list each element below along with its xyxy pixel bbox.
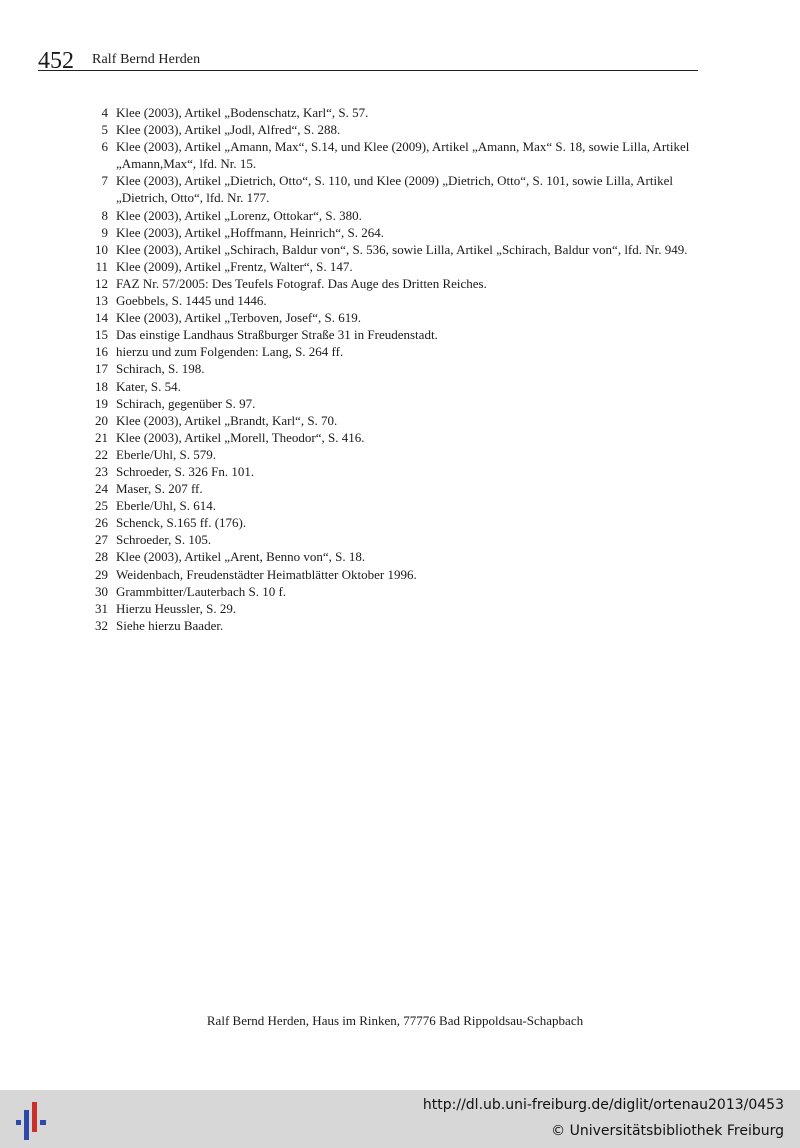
endnote-number: 9	[101, 224, 108, 240]
endnote-item	[84, 360, 700, 377]
endnote-item	[84, 326, 700, 343]
endnote-text: Schirach, gegenüber S. 97.	[116, 395, 256, 411]
endnote-number: 23	[95, 463, 108, 479]
endnote-number: 14	[95, 310, 108, 326]
endnote-text: Klee (2003), Artikel „Arent, Benno von“, S. 18.	[116, 549, 366, 565]
author-address: Ralf Bernd Herden, Haus im Rinken, 77776 Bad Rippoldsau-Schapbach	[206, 1013, 584, 1028]
endnote-text: Klee (2003), Artikel „Amann, Max“, S.14, und Klee (2009), Artikel „Amann, Max“ S. 18, sowie Lilla, Artikel „Amann,Max“, lfd. Nr. 15.	[116, 139, 690, 172]
endnote-item	[84, 463, 700, 480]
page-number: 452	[38, 48, 74, 74]
endnote-text: Eberle/Uhl, S. 579.	[116, 446, 217, 462]
header-divider	[38, 70, 698, 71]
endnote-text: Klee (2003), Artikel „Brandt, Karl“, S. 70.	[116, 412, 338, 428]
endnote-item	[84, 224, 700, 241]
endnote-item	[84, 412, 700, 429]
endnote-number: 28	[95, 549, 108, 565]
endnote-number: 31	[95, 600, 108, 616]
endnote-item	[84, 566, 700, 583]
endnote-item	[84, 583, 700, 600]
permalink-url[interactable]: http://dl.ub.uni-freiburg.de/diglit/ortenau2013/0453	[422, 1097, 784, 1113]
endnote-text: Klee (2003), Artikel „Terboven, Josef“, S. 619.	[116, 310, 361, 326]
endnote-number: 7	[101, 173, 108, 189]
endnote-number: 29	[95, 566, 108, 582]
endnote-text: Klee (2003), Artikel „Schirach, Baldur von“, S. 536, sowie Lilla, Artikel „Schirach, Baldur von“, lfd. Nr. 949.	[116, 241, 688, 257]
endnote-item	[84, 497, 700, 514]
endnote-text: Klee (2003), Artikel „Dietrich, Otto“, S. 110, und Klee (2009) „Dietrich, Otto“, S. 101, sowie Lilla, Artikel „Dietrich, Otto“, lfd. Nr. 177.	[116, 173, 673, 206]
endnote-number: 22	[95, 446, 108, 462]
running-head: Ralf Bernd Herden	[92, 52, 201, 67]
endnote-item	[84, 617, 700, 634]
endnote-number: 12	[95, 275, 108, 291]
ub-freiburg-logo-icon	[10, 1100, 52, 1140]
endnote-item	[84, 446, 700, 463]
endnote-text: Kater, S. 54.	[116, 378, 181, 394]
endnote-item	[84, 121, 700, 138]
endnote-text: Eberle/Uhl, S. 614.	[116, 498, 217, 514]
endnote-number: 13	[95, 293, 108, 309]
endnote-number: 16	[95, 344, 108, 360]
endnote-item	[84, 548, 700, 565]
endnote-text: Schenck, S.165 ff. (176).	[116, 515, 247, 531]
endnote-number: 24	[95, 481, 108, 497]
endnote-text: Goebbels, S. 1445 und 1446.	[116, 293, 267, 309]
endnotes-list	[84, 104, 700, 634]
endnote-text: Schirach, S. 198.	[116, 361, 205, 377]
endnote-item	[84, 258, 700, 275]
endnote-number: 11	[95, 258, 108, 274]
endnote-number: 8	[101, 207, 108, 223]
endnote-text: Hierzu Heussler, S. 29.	[116, 600, 237, 616]
endnote-number: 18	[95, 378, 108, 394]
endnote-text: Grammbitter/Lauterbach S. 10 f.	[116, 583, 287, 599]
endnote-item	[84, 172, 700, 206]
endnote-text: FAZ Nr. 57/2005: Des Teufels Fotograf. Das Auge des Dritten Reiches.	[116, 275, 487, 291]
endnote-number: 20	[95, 412, 108, 428]
endnote-text: Schroeder, S. 105.	[116, 532, 212, 548]
endnote-number: 30	[95, 583, 108, 599]
endnote-number: 32	[95, 617, 108, 633]
endnote-item	[84, 138, 700, 172]
endnote-item	[84, 378, 700, 395]
endnote-text: Klee (2003), Artikel „Lorenz, Ottokar“, S. 380.	[116, 207, 362, 223]
endnote-number: 27	[95, 532, 108, 548]
endnote-item	[84, 395, 700, 412]
endnote-text: Weidenbach, Freudenstädter Heimatblätter Oktober 1996.	[116, 566, 417, 582]
endnote-item	[84, 241, 700, 258]
endnote-text: hierzu und zum Folgenden: Lang, S. 264 ff.	[116, 344, 344, 360]
endnote-item	[84, 104, 700, 121]
endnote-number: 25	[95, 498, 108, 514]
endnote-item	[84, 343, 700, 360]
endnote-item	[84, 275, 700, 292]
endnote-text: Klee (2003), Artikel „Morell, Theodor“, S. 416.	[116, 429, 365, 445]
endnote-text: Klee (2003), Artikel „Jodl, Alfred“, S. 288.	[116, 122, 341, 138]
endnote-item	[84, 309, 700, 326]
library-footer-bar	[0, 1090, 800, 1148]
endnote-number: 10	[95, 241, 108, 257]
endnote-text: Maser, S. 207 ff.	[116, 481, 203, 497]
endnote-number: 26	[95, 515, 108, 531]
copyright-notice: © Universitätsbibliothek Freiburg	[551, 1123, 784, 1139]
endnote-number: 15	[95, 327, 108, 343]
endnote-text: Siehe hierzu Baader.	[116, 617, 224, 633]
endnote-item	[84, 480, 700, 497]
endnote-number: 6	[101, 139, 108, 155]
endnote-item	[84, 514, 700, 531]
endnote-number: 4	[101, 105, 108, 120]
endnote-number: 17	[95, 361, 108, 377]
endnote-text: Klee (2003), Artikel „Bodenschatz, Karl“, S. 57.	[116, 105, 369, 120]
endnote-item	[84, 292, 700, 309]
endnote-text: Das einstige Landhaus Straßburger Straße 31 in Freudenstadt.	[116, 327, 438, 343]
endnote-number: 19	[95, 395, 108, 411]
endnote-item	[84, 531, 700, 548]
endnote-item	[84, 207, 700, 224]
endnote-item	[84, 600, 700, 617]
endnote-item	[84, 429, 700, 446]
endnote-number: 21	[95, 429, 108, 445]
endnote-number: 5	[101, 122, 108, 138]
endnote-text: Klee (2009), Artikel „Frentz, Walter“, S. 147.	[116, 258, 353, 274]
endnote-text: Klee (2003), Artikel „Hoffmann, Heinrich“, S. 264.	[116, 224, 384, 240]
endnote-text: Schroeder, S. 326 Fn. 101.	[116, 463, 255, 479]
